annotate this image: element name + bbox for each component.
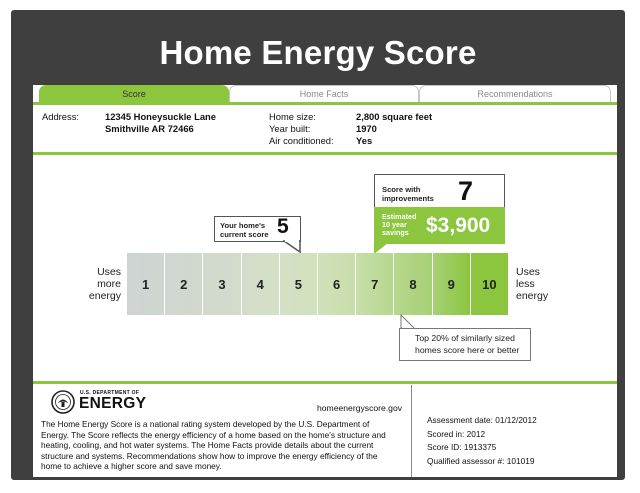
- address-label: Address:: [42, 111, 79, 122]
- score-scale-6: 6: [318, 253, 356, 315]
- score-scale-7: 7: [356, 253, 394, 315]
- score-scale-2: 2: [165, 253, 203, 315]
- savings-value: $3,900: [426, 214, 491, 237]
- address-block: [105, 111, 216, 135]
- uses-less-energy-label: Uses less energy: [516, 266, 549, 302]
- website-link[interactable]: homeenergyscore.gov: [317, 403, 403, 413]
- home-facts-labels: [269, 111, 334, 147]
- address-line-1: 12345 Honeysuckle Lane: [105, 111, 216, 122]
- assessment-date: Assessment date: 01/12/2012: [427, 415, 537, 425]
- score-description: The Home Energy Score is a national rating system developed by the U.S. Department of Energy. The Score reflects the energy efficiency of a home based on the home's structure and heating, cooling, and hot water systems. The Home Facts provide details about the current structure and systems. Recommendations show how to improve the energy efficiency of the home to achieve a higher score and save money.: [41, 419, 386, 472]
- ac-label: Air conditioned:: [269, 135, 334, 146]
- doe-seal-icon: [51, 390, 75, 414]
- section-divider-top: [33, 152, 617, 155]
- doe-small-text: U.S. DEPARTMENT OF: [80, 390, 140, 396]
- score-id: Score ID: 1913375: [427, 442, 497, 452]
- top-note-pointer: [399, 314, 419, 329]
- address-line-2: Smithville AR 72466: [105, 123, 194, 134]
- year-label: Year built:: [269, 123, 311, 134]
- top-note-box: [399, 328, 531, 361]
- score-scale-4: 4: [242, 253, 280, 315]
- tab-score[interactable]: Score: [39, 85, 229, 102]
- tab-bar: [33, 85, 617, 103]
- score-scale-8: 8: [394, 253, 432, 315]
- current-label: Your home's current score: [220, 221, 269, 239]
- doe-logo-text: ENERGY: [79, 395, 147, 412]
- size-value: 2,800 square feet: [356, 111, 433, 122]
- scored-in: Scored in: 2012: [427, 428, 486, 439]
- section-divider-bottom: [33, 381, 617, 384]
- score-scale-5: 5: [280, 253, 318, 315]
- home-facts-values: [356, 111, 432, 147]
- score-scale-9: 9: [433, 253, 471, 315]
- savings-label: Estimated 10 year savings: [382, 212, 417, 237]
- uses-more-energy-label: Uses more energy: [88, 266, 121, 302]
- score-scale-3: 3: [203, 253, 241, 315]
- improved-label: Score with improvements: [382, 185, 434, 203]
- tab-home-facts[interactable]: Home Facts: [229, 85, 419, 102]
- current-score-callout: [214, 216, 301, 242]
- page-title: Home Energy Score: [159, 34, 477, 71]
- improved-score-callout: [374, 174, 505, 244]
- qualified-assessor: Qualified assessor #: 101019: [427, 455, 535, 466]
- score-card: [33, 85, 617, 477]
- ac-value: Yes: [356, 135, 373, 146]
- score-scale-1: 1: [127, 253, 165, 315]
- score-scale-10: 10: [471, 253, 509, 315]
- year-value: 1970: [356, 123, 377, 134]
- tab-underline: [33, 102, 617, 105]
- size-label: Home size:: [269, 111, 316, 122]
- footer-divider: [411, 385, 412, 477]
- report-frame: [11, 10, 625, 480]
- tab-recommendations[interactable]: Recommendations: [419, 85, 611, 102]
- current-pointer: [283, 240, 303, 253]
- assessment-meta: [427, 414, 537, 468]
- top-note-text: Top 20% of similarly sized homes score here or better: [415, 333, 520, 355]
- improved-score-value: 7: [458, 176, 474, 206]
- current-score-value: 5: [277, 215, 289, 238]
